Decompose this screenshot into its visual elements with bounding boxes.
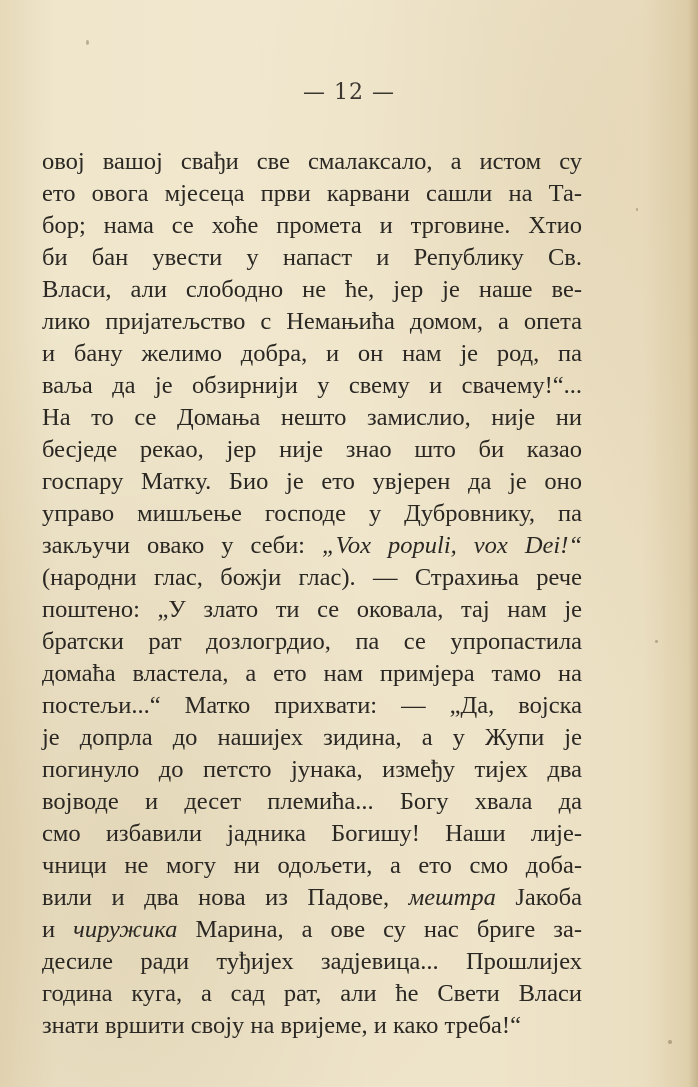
italic-phrase: чиружика [73, 916, 178, 943]
text-line [42, 658, 582, 690]
paper-speck [86, 40, 89, 45]
text-line [42, 786, 582, 818]
body-text [42, 146, 582, 1042]
text-line [42, 210, 582, 242]
text-segment: ваља да је обзирнији у свему и свачему!“... [42, 372, 582, 399]
text-segment: и [42, 916, 74, 943]
text-segment: Јакоба [495, 884, 582, 911]
page-number: — 12 — [303, 80, 395, 105]
text-segment: бесједе рекао, јер није знао што би казао [42, 436, 582, 463]
italic-phrase: „Vox populi, vox Dei!“ [322, 532, 582, 559]
text-line [42, 178, 582, 210]
text-line [42, 850, 582, 882]
paper-speck [668, 1040, 672, 1044]
text-line [42, 626, 582, 658]
text-segment: (народни глас, божји глас). — Страхиња рече [42, 564, 582, 591]
italic-phrase: мештра [408, 884, 496, 911]
text-segment: управо мишљење господе у Дубровнику, па [42, 500, 582, 527]
paper-speck [636, 208, 638, 211]
text-segment: погинуло до петсто јунака, између тијех два [42, 756, 582, 783]
text-line [42, 914, 582, 946]
text-segment: овој вашој свађи све смалаксало, а истом су [42, 148, 582, 175]
text-segment: лико пријатељство с Немањића домом, а опета [42, 308, 582, 335]
text-segment: госпару Матку. Био је ето увјерен да је оно [42, 468, 582, 495]
text-segment: десиле ради туђијех задјевица... Прошлијех [42, 948, 582, 975]
text-line [42, 1010, 582, 1042]
text-segment: је допрла до нашијех зидина, а у Жупи је [42, 724, 582, 751]
text-segment: смо избавили јадника Богишу! Наши лије- [42, 820, 582, 847]
paper-speck [655, 640, 658, 643]
text-line [42, 562, 582, 594]
text-line [42, 434, 582, 466]
text-line [42, 370, 582, 402]
text-segment: знати вршити своју на вријеме, и како треба!“ [42, 1012, 521, 1039]
text-segment: година куга, а сад рат, али ће Свети Власи [42, 980, 582, 1007]
text-line [42, 466, 582, 498]
text-line [42, 754, 582, 786]
text-line [42, 818, 582, 850]
text-segment: војводе и десет племића... Богу хвала да [42, 788, 582, 815]
text-segment: домаћа властела, а ето нам примјера тамо на [42, 660, 582, 687]
text-line [42, 530, 582, 562]
text-segment: постељи...“ Матко прихвати: — „Да, војска [42, 692, 582, 719]
text-line [42, 498, 582, 530]
text-line [42, 306, 582, 338]
text-line [42, 146, 582, 178]
text-line [42, 594, 582, 626]
text-segment: Марина, а ове су нас бриге за- [177, 916, 582, 943]
text-segment: чници не могу ни одољети, а ето смо доба- [42, 852, 582, 879]
text-line [42, 402, 582, 434]
text-segment: закључи овако у себи: [42, 532, 323, 559]
text-segment: поштено: „У злато ти се оковала, тај нам је [42, 596, 582, 623]
text-line [42, 242, 582, 274]
text-segment: братски рат дозлогрдио, па се упропастила [42, 628, 582, 655]
text-segment: Власи, али слободно не ће, јер је наше ве- [42, 276, 582, 303]
text-segment: би бан увести у напаст и Републику Св. [42, 244, 582, 271]
text-segment: и бану желимо добра, и он нам је род, па [42, 340, 582, 367]
text-line [42, 274, 582, 306]
text-line [42, 690, 582, 722]
text-line [42, 946, 582, 978]
text-line [42, 882, 582, 914]
text-segment: ето овога мјесеца први карвани сашли на Та- [42, 180, 582, 207]
text-segment: бор; нама се хоће промета и трговине. Хтио [42, 212, 582, 239]
text-line [42, 722, 582, 754]
text-segment: На то се Домања нешто замислио, није ни [42, 404, 582, 431]
text-line [42, 338, 582, 370]
text-segment: вили и два нова из Падове, [42, 884, 409, 911]
text-line [42, 978, 582, 1010]
